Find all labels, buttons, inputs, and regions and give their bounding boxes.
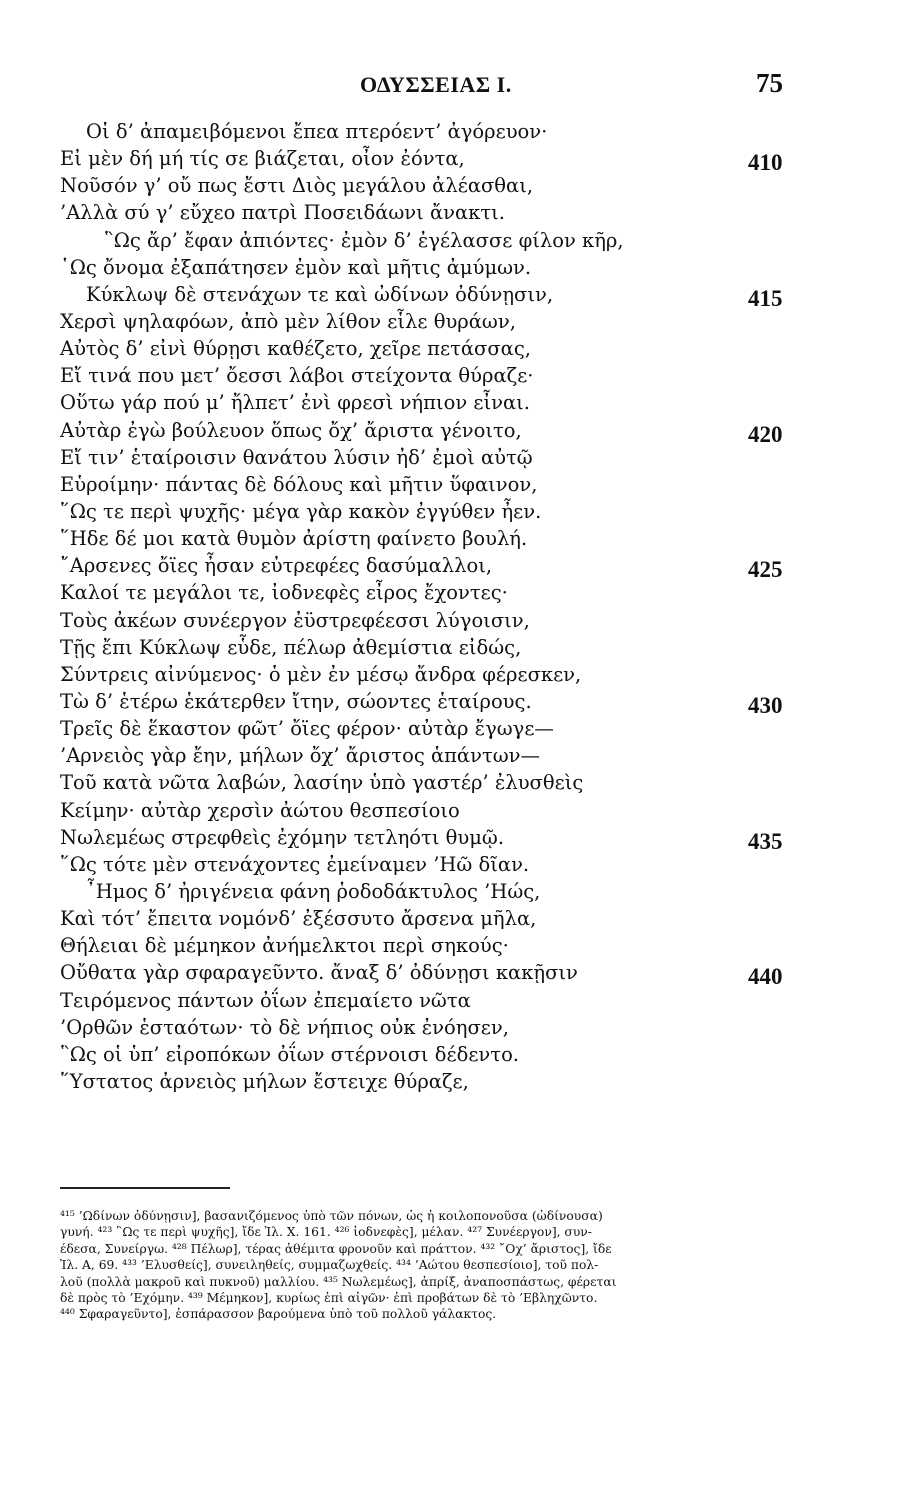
verse-text: Αὐτὸς δ’ εἰνὶ θύρῃσι καθέζετο, χεῖρε πετάσσας, bbox=[60, 337, 531, 361]
verse-line bbox=[0, 1041, 901, 1068]
verse-line bbox=[0, 607, 901, 634]
footnote-line: ⁴⁴⁰ Σφαραγεῦντο], ἐσπάρασσον βαρούμενα ὑπὸ τοῦ πολλοῦ γάλακτος. bbox=[60, 1307, 497, 1322]
verse-line bbox=[0, 471, 901, 498]
verse-line bbox=[0, 444, 901, 471]
verse-line bbox=[0, 824, 901, 854]
verse-text: Τειρόμενος πάντων ὀΐων ἐπεμαίετο νῶτα bbox=[60, 988, 471, 1012]
page-number: 75 bbox=[756, 68, 783, 98]
verse-text: ῏Ημος δ’ ἠριγένεια φάνη ῥοδοδάκτυλος ’Ηώς, bbox=[86, 879, 541, 903]
verse-line bbox=[0, 172, 901, 199]
verse-line bbox=[0, 715, 901, 742]
verse-text: Νοῦσόν γ’ οὔ πως ἔστι Διὸς μεγάλου ἀλέασθαι, bbox=[60, 174, 534, 198]
verse-text: ῞Ηδε δέ μοι κατὰ θυμὸν ἀρίστη φαίνετο βουλή. bbox=[60, 527, 528, 551]
verse-line bbox=[0, 688, 901, 718]
verse-line bbox=[0, 417, 901, 447]
verse-text: Τοὺς ἀκέων συνέεργον ἐϋστρεφέεσσι λύγοισιν, bbox=[60, 608, 530, 632]
footnote-line: Ἰλ. Α, 69. ⁴³³ ’Ελυσθείς], συνειληθείς, συμμαζωχθείς. ⁴³⁴ ’Αώτου θεσπεσίοιο], τοῦ πολ- bbox=[60, 1258, 599, 1273]
verse-text: Καὶ τότ’ ἔπειτα νομόνδ’ ἐξέσσυτο ἄρσενα μῆλα, bbox=[60, 907, 537, 931]
verse-line bbox=[0, 661, 901, 688]
verse-text: ’Αρνειὸς γὰρ ἔην, μήλων ὄχ’ ἄριστος ἁπάντων— bbox=[60, 744, 540, 768]
verse-text: ῝Ως οἱ ὑπ’ εἰροπόκων ὀΐων στέρνοισι δέδεντο. bbox=[60, 1042, 520, 1066]
verse-line bbox=[0, 498, 901, 525]
verse-text: ’Αλλὰ σύ γ’ εὔχεο πατρὶ Ποσειδάωνι ἄνακτι. bbox=[60, 201, 505, 225]
verse-line bbox=[0, 145, 901, 176]
verse-text: Κύκλωψ δὲ στενάχων τε καὶ ὠδίνων ὀδύνῃσιν, bbox=[86, 282, 554, 306]
verse-text: Οἱ δ’ ἀπαμειβόμενοι ἔπεα πτερόεντ’ ἀγόρευον· bbox=[86, 120, 548, 143]
verse-line bbox=[0, 579, 901, 606]
verse-line bbox=[0, 281, 901, 311]
verse-text: Θήλειαι δὲ μέμηκον ἀνήμελκτοι περὶ σηκούς· bbox=[60, 934, 509, 958]
verse-number: 430 bbox=[748, 692, 783, 718]
verse-text: Εἴ τιν’ ἑταίροισιν θανάτου λύσιν ἠδ’ ἐμοὶ αὐτῷ bbox=[60, 445, 533, 469]
verse-line bbox=[0, 634, 901, 661]
verse-line bbox=[0, 1068, 901, 1095]
verse-text: ῞Υστατος ἀρνειὸς μήλων ἔστειχε θύραζε, bbox=[60, 1069, 469, 1093]
verse-text: ῝Ως ἄρ’ ἔφαν ἀπιόντες· ἐμὸν δ’ ἐγέλασσε φίλον κῆρ, bbox=[104, 228, 624, 252]
verse-line bbox=[0, 199, 901, 226]
footnote-line: ⁴¹⁵ ’Ωδίνων ὀδύνῃσιν], βασανιζόμενος ὑπὸ τῶν πόνων, ὡς ἡ κοιλοπονοῦσα (ὠδίνουσα) bbox=[60, 1209, 603, 1223]
verse-text: Εὑροίμην· πάντας δὲ δόλους καὶ μῆτιν ὕφαινον, bbox=[60, 472, 538, 496]
verse-line bbox=[0, 118, 901, 145]
verse-text: Κείμην· αὐτὰρ χερσὶν ἀώτου θεσπεσίοιο bbox=[60, 798, 460, 822]
verse-line bbox=[0, 959, 901, 990]
verse-number: 440 bbox=[748, 964, 783, 990]
verse-line bbox=[0, 525, 901, 552]
verse-text: Σύντρεις αἰνύμενος· ὁ μὲν ἐν μέσῳ ἄνδρα φέρεσκεν, bbox=[60, 662, 582, 686]
verse-number: 410 bbox=[748, 150, 783, 176]
verse-block bbox=[0, 118, 901, 1095]
verse-text: Καλοί τε μεγάλοι τε, ἰοδνεφὲς εἶρος ἔχοντες· bbox=[60, 581, 508, 605]
verse-text: ῾Ως ὄνομα ἐξαπάτησεν ἐμὸν καὶ μῆτις ἀμύμων. bbox=[60, 255, 532, 279]
verse-line bbox=[0, 851, 901, 878]
verse-text: Εἴ τινά που μετ’ ὄεσσι λάβοι στείχοντα θύραζε· bbox=[60, 364, 534, 388]
verse-line bbox=[0, 552, 901, 583]
verse-line bbox=[0, 308, 901, 335]
verse-number: 425 bbox=[748, 557, 783, 583]
verse-text: Τοῦ κατὰ νῶτα λαβών, λασίην ὑπὸ γαστέρ’ ἐλυσθεὶς bbox=[60, 771, 584, 795]
verse-line bbox=[0, 987, 901, 1014]
verse-text: ῎Αρσενες ὄϊες ἦσαν εὐτρεφέες δασύμαλλοι, bbox=[60, 554, 493, 578]
verse-line bbox=[0, 362, 901, 389]
footnote-line: γυνή. ⁴²³ ῝Ως τε περὶ ψυχῆς], ἴδε Ἰλ. Χ. 161. ⁴²⁶ ἰοδνεφὲς], μέλαν. ⁴²⁷ Συνέεργον], συν- bbox=[60, 1225, 592, 1240]
verse-line bbox=[0, 769, 901, 796]
page-header bbox=[0, 68, 901, 106]
footnote-line: λοῦ (πολλὰ μακροῦ καὶ πυκνοῦ) μαλλίου. ⁴³⁵ Νωλεμέως], ἀπρίξ, ἀναποσπάστως, φέρεται bbox=[60, 1274, 617, 1289]
verse-text: Οὔθατα γὰρ σφαραγεῦντο. ἄναξ δ’ ὀδύνῃσι κακῇσιν bbox=[60, 961, 578, 985]
verse-text: ῞Ως τότε μὲν στενάχοντες ἐμείναμεν ’Ηῶ δῖαν. bbox=[60, 852, 530, 876]
verse-text: Χερσὶ ψηλαφόων, ἀπὸ μὲν λίθον εἷλε θυράων, bbox=[60, 309, 516, 333]
running-title: ΟΔΥΣΣΕΙΑΣ Ι. bbox=[360, 72, 512, 97]
footnote-divider bbox=[60, 1187, 230, 1189]
verse-line bbox=[0, 335, 901, 362]
verse-line bbox=[0, 932, 901, 959]
verse-text: ῞Ως τε περὶ ψυχῆς· μέγα γὰρ κακὸν ἐγγύθεν ἦεν. bbox=[60, 499, 542, 523]
verse-text: Οὕτω γάρ πού μ’ ἤλπετ’ ἐνὶ φρεσὶ νήπιον εἶναι. bbox=[60, 391, 530, 415]
verse-text: Αὐτὰρ ἐγὼ βούλευον ὅπως ὄχ’ ἄριστα γένοιτο, bbox=[60, 418, 522, 442]
verse-number: 435 bbox=[748, 828, 783, 854]
verse-line bbox=[0, 227, 901, 254]
verse-number: 415 bbox=[748, 285, 783, 311]
verse-line bbox=[0, 797, 901, 824]
verse-text: Τὼ δ’ ἑτέρω ἑκάτερθεν ἴτην, σώοντες ἑταίρους. bbox=[60, 689, 532, 713]
verse-line bbox=[0, 1014, 901, 1041]
verse-line bbox=[0, 905, 901, 932]
verse-line bbox=[0, 389, 901, 416]
verse-line bbox=[0, 254, 901, 281]
verse-number: 420 bbox=[748, 421, 783, 447]
verse-text: Εἰ μὲν δή μή τίς σε βιάζεται, οἶον ἐόντα, bbox=[60, 147, 465, 171]
verse-text: ’Ορθῶν ἑσταότων· τὸ δὲ νήπιος οὐκ ἐνόησεν, bbox=[60, 1015, 509, 1039]
footnote-line: δὲ πρὸς τὸ ’Εχόμην. ⁴³⁹ Μέμηκον], κυρίως ἐπὶ αἰγῶν· ἐπὶ προβάτων δὲ τὸ ’Εβληχῶντο. bbox=[60, 1290, 598, 1305]
verse-text: Νωλεμέως στρεφθεὶς ἐχόμην τετληότι θυμῷ. bbox=[60, 825, 505, 849]
footnotes-block bbox=[60, 1208, 784, 1323]
verse-line bbox=[0, 742, 901, 769]
verse-text: Τῇς ἔπι Κύκλωψ εὗδε, πέλωρ ἀθεμίστια εἰδώς, bbox=[60, 635, 522, 659]
footnote-line: έδεσα, Συνείργω. ⁴²⁸ Πέλωρ], τέρας ἀθέμιτα φρονοῦν καὶ πράττον. ⁴³² ῎Οχ’ ἄριστος], ἴδε bbox=[60, 1241, 612, 1256]
verse-text: Τρεῖς δὲ ἕκαστον φῶτ’ ὄϊες φέρον· αὐτὰρ ἔγωγε— bbox=[60, 717, 554, 741]
verse-line bbox=[0, 878, 901, 905]
